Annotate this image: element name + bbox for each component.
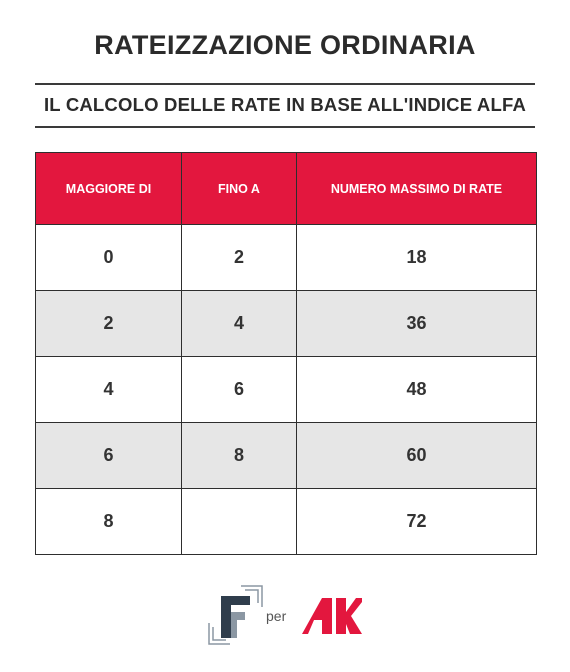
cell-fino-a: 8 — [182, 423, 297, 489]
cell-maggiore-di: 4 — [36, 357, 182, 423]
column-header-maggiore-di: MAGGIORE DI — [36, 153, 182, 225]
table-row — [36, 225, 537, 291]
cell-maggiore-di: 2 — [36, 291, 182, 357]
cell-numero-massimo-di-rate: 36 — [297, 291, 537, 357]
cell-numero-massimo-di-rate: 48 — [297, 357, 537, 423]
page-subtitle: IL CALCOLO DELLE RATE IN BASE ALL'INDICE ALFA — [43, 94, 527, 115]
cell-maggiore-di: 0 — [36, 225, 182, 291]
table-row — [36, 423, 537, 489]
page-title: RATEIZZAZIONE ORDINARIA — [94, 30, 476, 60]
table-row — [36, 291, 537, 357]
footer-logos — [0, 584, 570, 650]
table-row — [36, 489, 537, 555]
cell-numero-massimo-di-rate: 60 — [297, 423, 537, 489]
cell-fino-a: 2 — [182, 225, 297, 291]
cell-numero-massimo-di-rate: 72 — [297, 489, 537, 555]
cell-fino-a: 4 — [182, 291, 297, 357]
cell-maggiore-di: 6 — [36, 423, 182, 489]
installments-table — [35, 152, 537, 555]
ak-logo-icon — [300, 596, 362, 636]
title-divider — [35, 83, 535, 85]
per-connector-text: per — [266, 608, 287, 624]
column-header-numero-massimo-di-rate: NUMERO MASSIMO DI RATE — [297, 153, 537, 225]
table-header-row — [36, 153, 537, 225]
column-header-fino-a: FINO A — [182, 153, 297, 225]
cell-fino-a — [182, 489, 297, 555]
subtitle-divider — [35, 126, 535, 128]
cell-numero-massimo-di-rate: 18 — [297, 225, 537, 291]
cell-maggiore-di: 8 — [36, 489, 182, 555]
cell-fino-a: 6 — [182, 357, 297, 423]
letter-f-logo-icon — [207, 584, 265, 646]
table-row — [36, 357, 537, 423]
